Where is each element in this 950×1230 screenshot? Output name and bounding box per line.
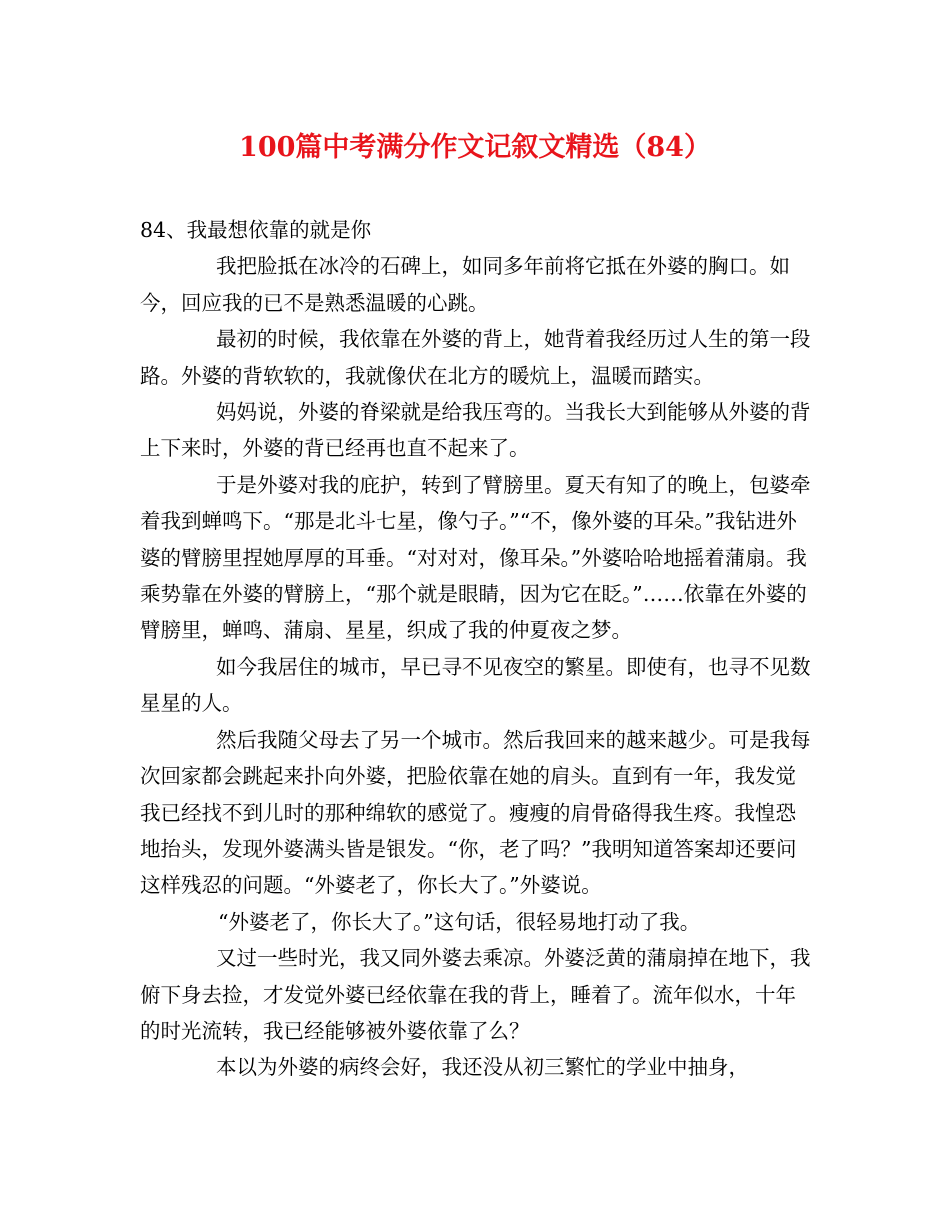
paragraph-4: 于是外婆对我的庇护，转到了臂膀里。夏天有知了的晚上，包婆牵着我到蝉鸣下。“那是北斗七星，像勺子。”“不，像外婆的耳朵。”我钻进外婆的臂膀里捏她厚厚的耳垂。“对对对，像耳朵。”外婆哈哈地摇着蒲扇。我乘势靠在外婆的臂膀上，“那个就是眼睛，因为它在眨。”……依靠在外婆的臂膀里，蝉鸣、蒲扇、星星，织成了我的仲夏夜之梦。	[140, 472, 811, 643]
paragraph-9: 本以为外婆的病终会好，我还没从初三繁忙的学业中抽身，	[216, 1055, 749, 1080]
paragraph-1: 我把脸抵在冰冷的石碑上，如同多年前将它抵在外婆的胸口。如今，回应我的已不是熟悉温暖的心跳。	[140, 254, 790, 315]
paragraph-8: 又过一些时光，我又同外婆去乘凉。外婆泛黄的蒲扇掉在地下，我俯下身去捡，才发觉外婆已经依靠在我的背上，睡着了。流年似水，十年的时光流转，我已经能够被外婆依靠了么？	[140, 946, 811, 1043]
essay-heading: 84、我最想依靠的就是你	[140, 218, 372, 242]
document-body	[140, 212, 812, 1086]
paragraph-2: 最初的时候，我依靠在外婆的背上，她背着我经历过人生的第一段路。外婆的背软软的，我就像伏在北方的暖炕上，温暖而踏实。	[140, 327, 811, 388]
paragraph-7: “外婆老了，你长大了。”这句话，很轻易地打动了我。	[218, 909, 701, 934]
paragraph-5: 如今我居住的城市，早已寻不见夜空的繁星。即使有，也寻不见数星星的人。	[140, 654, 811, 716]
paragraph-3: 妈妈说，外婆的脊梁就是给我压弯的。当我长大到能够从外婆的背上下来时，外婆的背已经再也直不起来了。	[140, 400, 811, 461]
paragraph-6: 然后我随父母去了另一个城市。然后我回来的越来越少。可是我每次回家都会跳起来扑向外婆，把脸依靠在她的肩头。直到有一年，我发觉我已经找不到儿时的那种绵软的感觉了。瘦瘦的肩骨硌得我生疼。我惶恐地抬头，发现外婆满头皆是银发。“你，老了吗？”我明知道答案却还要问这样残忍的问题。“外婆老了，你长大了。”外婆说。	[140, 727, 811, 898]
document-title: 100篇中考满分作文记叙文精选（84）	[239, 132, 711, 163]
